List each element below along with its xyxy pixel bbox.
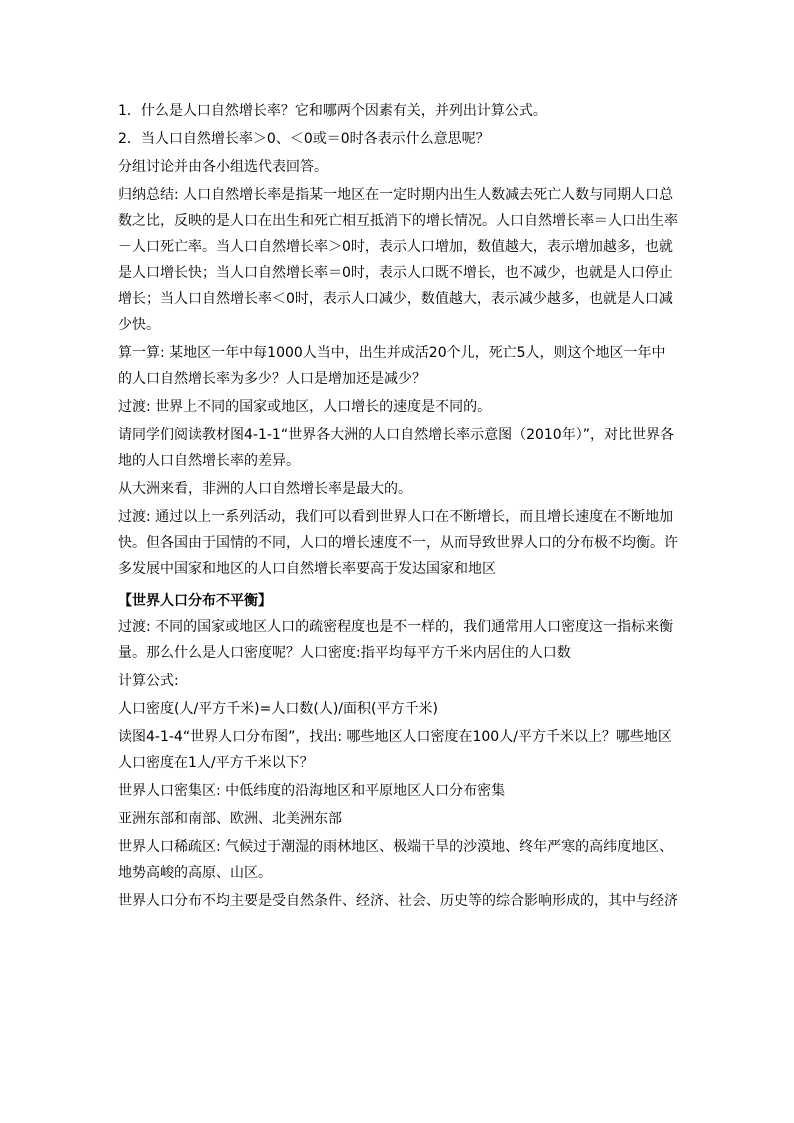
- calculation-exercise: 算一算: 某地区一年中每1000人当中，出生并成活20个儿，死亡5人，则这个地区一年中的人口自然增长率为多少？人口是增加还是减少？: [118, 345, 666, 387]
- group-discussion: 分组讨论并由各小组选代表回答。: [118, 159, 328, 175]
- document-body: [118, 98, 678, 916]
- dense-regions: 世界人口密集区: 中低纬度的沿海地区和平原地区人口分布密集: [118, 783, 506, 799]
- summary-paragraph: 归纳总结: 人口自然增长率是指某一地区在一定时期内出生人数减去死亡人数与同期人口总数之比，反映的是人口在出生和死亡相互抵消下的增长情况。人口自然增长率＝人口出生率－人口死亡率。当人口自然增长率＞0时，表示人口增加，数值越大，表示增加越多，也就是人口增长快；当人口自然增长率＝0时，表示人口既不增长，也不减少，也就是人口停止增长；当人口自然增长率＜0时，表示人口减少，数值越大，表示减少越多，也就是人口减少快。: [118, 187, 678, 333]
- transition-1: 过渡: 世界上不同的国家或地区，人口增长的速度是不同的。: [118, 399, 492, 415]
- dense-regions-list: 亚洲东部和南部、欧洲、北美洲东部: [118, 811, 342, 827]
- distribution-causes: 世界人口分布不均主要是受自然条件、经济、社会、历史等的综合影响形成的，其中与经济: [118, 893, 678, 909]
- continent-observation: 从大洲来看，非洲的人口自然增长率是最大的。: [118, 481, 412, 497]
- transition-2: 过渡: 通过以上一系列活动，我们可以看到世界人口在不断增长，而且增长速度在不断地加快。但各国由于国情的不同，人口的增长速度不一，从而导致世界人口的分布极不均衡。许多发展中国家和地区的人口自然增长率要高于发达国家和地区: [118, 509, 678, 577]
- transition-density: 过渡: 不同的国家或地区人口的疏密程度也是不一样的，我们通常用人口密度这一指标来衡量。那么什么是人口密度呢？人口密度:指平均每平方千米内居住的人口数: [118, 619, 674, 661]
- density-formula: 人口密度(人/平方千米)=人口数(人)/面积(平方千米): [118, 701, 438, 717]
- sparse-regions: 世界人口稀疏区: 气候过于潮湿的雨林地区、极端干旱的沙漠地、终年严寒的高纬度地区、地势高峻的高原、山区。: [118, 839, 674, 881]
- map-reading-question: 读图4-1-4“世界人口分布图”，找出: 哪些地区人口密度在100人/平方千米以上？哪些地区人口密度在1人/平方千米以下？: [118, 729, 672, 771]
- reading-instruction: 请同学们阅读教材图4-1-1“世界各大洲的人口自然增长率示意图（2010年）”，对比世界各地的人口自然增长率的差异。: [118, 427, 674, 469]
- question-1: 1．什么是人口自然增长率？它和哪两个因素有关，并列出计算公式。: [118, 103, 547, 119]
- section-heading: 【世界人口分布不平衡】: [118, 593, 272, 609]
- question-2: 2．当人口自然增长率＞0、＜0或＝0时各表示什么意思呢？: [118, 131, 490, 147]
- formula-label: 计算公式:: [118, 673, 179, 689]
